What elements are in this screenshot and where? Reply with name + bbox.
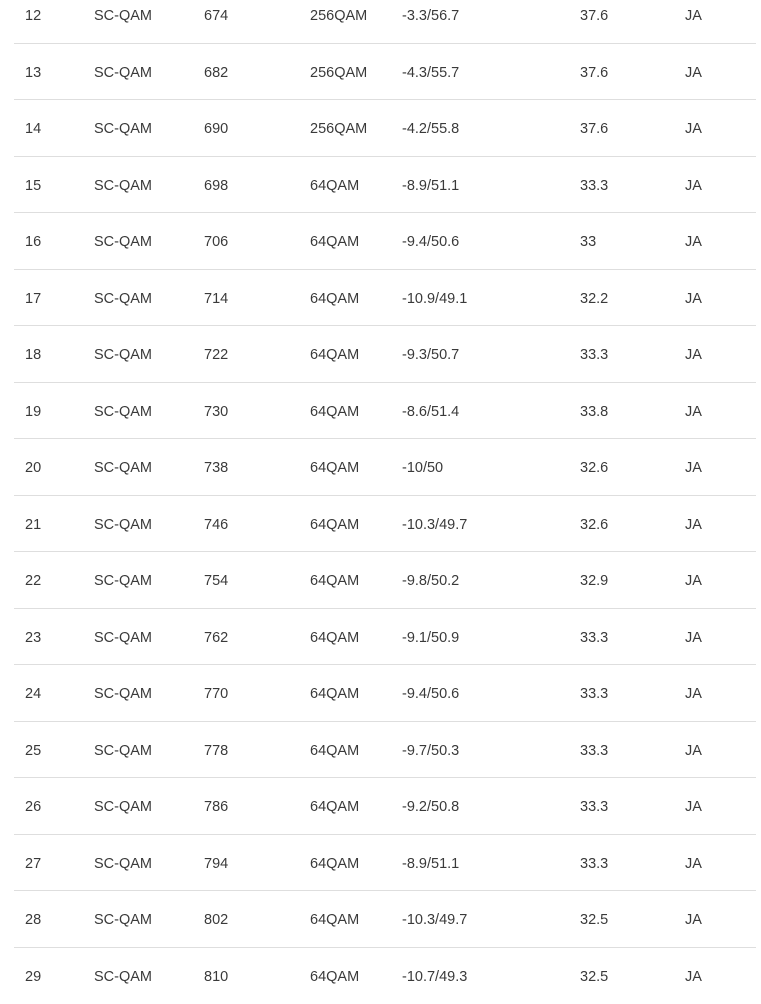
frequency-cell: 706 bbox=[204, 233, 228, 251]
lock-status-cell: JA bbox=[685, 516, 702, 534]
channel-type-cell: SC-QAM bbox=[94, 403, 152, 421]
table-row bbox=[14, 835, 756, 892]
snr-cell: 32.2 bbox=[580, 290, 608, 308]
modulation-cell: 64QAM bbox=[310, 177, 359, 195]
table-row bbox=[14, 157, 756, 214]
table-row bbox=[14, 100, 756, 157]
power-level-cell: -9.7/50.3 bbox=[402, 742, 459, 760]
channel-id-cell: 13 bbox=[25, 64, 41, 82]
power-level-cell: -9.4/50.6 bbox=[402, 233, 459, 251]
frequency-cell: 698 bbox=[204, 177, 228, 195]
frequency-cell: 762 bbox=[204, 629, 228, 647]
power-level-cell: -10.3/49.7 bbox=[402, 516, 467, 534]
snr-cell: 33 bbox=[580, 233, 596, 251]
snr-cell: 33.3 bbox=[580, 742, 608, 760]
channel-type-cell: SC-QAM bbox=[94, 120, 152, 138]
table-row bbox=[14, 891, 756, 948]
channel-type-cell: SC-QAM bbox=[94, 742, 152, 760]
table-row bbox=[14, 270, 756, 327]
power-level-cell: -10/50 bbox=[402, 459, 443, 477]
channel-id-cell: 28 bbox=[25, 911, 41, 929]
lock-status-cell: JA bbox=[685, 629, 702, 647]
channel-id-cell: 24 bbox=[25, 685, 41, 703]
frequency-cell: 770 bbox=[204, 685, 228, 703]
frequency-cell: 786 bbox=[204, 798, 228, 816]
channel-id-cell: 18 bbox=[25, 346, 41, 364]
channel-id-cell: 25 bbox=[25, 742, 41, 760]
lock-status-cell: JA bbox=[685, 459, 702, 477]
frequency-cell: 794 bbox=[204, 855, 228, 873]
modulation-cell: 64QAM bbox=[310, 233, 359, 251]
power-level-cell: -10.9/49.1 bbox=[402, 290, 467, 308]
power-level-cell: -9.3/50.7 bbox=[402, 346, 459, 364]
lock-status-cell: JA bbox=[685, 855, 702, 873]
channel-type-cell: SC-QAM bbox=[94, 798, 152, 816]
snr-cell: 33.8 bbox=[580, 403, 608, 421]
snr-cell: 32.6 bbox=[580, 516, 608, 534]
frequency-cell: 810 bbox=[204, 968, 228, 986]
modulation-cell: 64QAM bbox=[310, 403, 359, 421]
modulation-cell: 64QAM bbox=[310, 516, 359, 534]
lock-status-cell: JA bbox=[685, 911, 702, 929]
lock-status-cell: JA bbox=[685, 233, 702, 251]
table-row bbox=[14, 44, 756, 101]
channel-type-cell: SC-QAM bbox=[94, 629, 152, 647]
modulation-cell: 256QAM bbox=[310, 120, 367, 138]
frequency-cell: 674 bbox=[204, 7, 228, 25]
modulation-cell: 64QAM bbox=[310, 459, 359, 477]
modulation-cell: 64QAM bbox=[310, 742, 359, 760]
power-level-cell: -10.7/49.3 bbox=[402, 968, 467, 986]
lock-status-cell: JA bbox=[685, 742, 702, 760]
lock-status-cell: JA bbox=[685, 685, 702, 703]
snr-cell: 37.6 bbox=[580, 120, 608, 138]
power-level-cell: -3.3/56.7 bbox=[402, 7, 459, 25]
frequency-cell: 730 bbox=[204, 403, 228, 421]
snr-cell: 33.3 bbox=[580, 177, 608, 195]
channel-type-cell: SC-QAM bbox=[94, 290, 152, 308]
table-row bbox=[14, 948, 756, 1004]
frequency-cell: 722 bbox=[204, 346, 228, 364]
channel-id-cell: 22 bbox=[25, 572, 41, 590]
snr-cell: 33.3 bbox=[580, 685, 608, 703]
channel-id-cell: 21 bbox=[25, 516, 41, 534]
channel-type-cell: SC-QAM bbox=[94, 7, 152, 25]
table-row bbox=[14, 665, 756, 722]
snr-cell: 33.3 bbox=[580, 855, 608, 873]
power-level-cell: -8.9/51.1 bbox=[402, 855, 459, 873]
modulation-cell: 64QAM bbox=[310, 346, 359, 364]
power-level-cell: -9.4/50.6 bbox=[402, 685, 459, 703]
snr-cell: 33.3 bbox=[580, 629, 608, 647]
channel-type-cell: SC-QAM bbox=[94, 459, 152, 477]
modulation-cell: 64QAM bbox=[310, 968, 359, 986]
frequency-cell: 738 bbox=[204, 459, 228, 477]
lock-status-cell: JA bbox=[685, 64, 702, 82]
lock-status-cell: JA bbox=[685, 572, 702, 590]
frequency-cell: 690 bbox=[204, 120, 228, 138]
channel-id-cell: 15 bbox=[25, 177, 41, 195]
modulation-cell: 64QAM bbox=[310, 685, 359, 703]
channel-id-cell: 29 bbox=[25, 968, 41, 986]
snr-cell: 32.5 bbox=[580, 968, 608, 986]
table-row bbox=[14, 609, 756, 666]
channel-type-cell: SC-QAM bbox=[94, 177, 152, 195]
channel-type-cell: SC-QAM bbox=[94, 911, 152, 929]
lock-status-cell: JA bbox=[685, 798, 702, 816]
snr-cell: 32.6 bbox=[580, 459, 608, 477]
modulation-cell: 256QAM bbox=[310, 64, 367, 82]
table-row bbox=[14, 0, 756, 44]
frequency-cell: 754 bbox=[204, 572, 228, 590]
frequency-cell: 682 bbox=[204, 64, 228, 82]
channel-id-cell: 14 bbox=[25, 120, 41, 138]
channel-type-cell: SC-QAM bbox=[94, 64, 152, 82]
power-level-cell: -9.8/50.2 bbox=[402, 572, 459, 590]
channel-type-cell: SC-QAM bbox=[94, 968, 152, 986]
channel-id-cell: 20 bbox=[25, 459, 41, 477]
modulation-cell: 64QAM bbox=[310, 911, 359, 929]
channel-id-cell: 12 bbox=[25, 7, 41, 25]
power-level-cell: -9.1/50.9 bbox=[402, 629, 459, 647]
channel-type-cell: SC-QAM bbox=[94, 855, 152, 873]
modulation-cell: 64QAM bbox=[310, 572, 359, 590]
modulation-cell: 256QAM bbox=[310, 7, 367, 25]
frequency-cell: 802 bbox=[204, 911, 228, 929]
table-row bbox=[14, 778, 756, 835]
lock-status-cell: JA bbox=[685, 968, 702, 986]
table-row bbox=[14, 722, 756, 779]
lock-status-cell: JA bbox=[685, 403, 702, 421]
channel-id-cell: 27 bbox=[25, 855, 41, 873]
channel-id-cell: 16 bbox=[25, 233, 41, 251]
lock-status-cell: JA bbox=[685, 7, 702, 25]
snr-cell: 33.3 bbox=[580, 346, 608, 364]
snr-cell: 32.5 bbox=[580, 911, 608, 929]
channel-id-cell: 17 bbox=[25, 290, 41, 308]
power-level-cell: -4.2/55.8 bbox=[402, 120, 459, 138]
power-level-cell: -9.2/50.8 bbox=[402, 798, 459, 816]
table-row bbox=[14, 383, 756, 440]
table-row bbox=[14, 326, 756, 383]
snr-cell: 37.6 bbox=[580, 7, 608, 25]
modulation-cell: 64QAM bbox=[310, 855, 359, 873]
frequency-cell: 778 bbox=[204, 742, 228, 760]
channel-type-cell: SC-QAM bbox=[94, 346, 152, 364]
power-level-cell: -8.6/51.4 bbox=[402, 403, 459, 421]
modulation-cell: 64QAM bbox=[310, 290, 359, 308]
snr-cell: 32.9 bbox=[580, 572, 608, 590]
table-row bbox=[14, 552, 756, 609]
table-row bbox=[14, 496, 756, 553]
lock-status-cell: JA bbox=[685, 177, 702, 195]
power-level-cell: -10.3/49.7 bbox=[402, 911, 467, 929]
table-row bbox=[14, 439, 756, 496]
channel-table bbox=[14, 0, 756, 1004]
channel-id-cell: 23 bbox=[25, 629, 41, 647]
channel-id-cell: 26 bbox=[25, 798, 41, 816]
channel-type-cell: SC-QAM bbox=[94, 233, 152, 251]
power-level-cell: -8.9/51.1 bbox=[402, 177, 459, 195]
modulation-cell: 64QAM bbox=[310, 629, 359, 647]
table-row bbox=[14, 213, 756, 270]
power-level-cell: -4.3/55.7 bbox=[402, 64, 459, 82]
lock-status-cell: JA bbox=[685, 290, 702, 308]
channel-type-cell: SC-QAM bbox=[94, 572, 152, 590]
modulation-cell: 64QAM bbox=[310, 798, 359, 816]
lock-status-cell: JA bbox=[685, 120, 702, 138]
channel-id-cell: 19 bbox=[25, 403, 41, 421]
frequency-cell: 714 bbox=[204, 290, 228, 308]
frequency-cell: 746 bbox=[204, 516, 228, 534]
lock-status-cell: JA bbox=[685, 346, 702, 364]
channel-type-cell: SC-QAM bbox=[94, 685, 152, 703]
snr-cell: 33.3 bbox=[580, 798, 608, 816]
channel-type-cell: SC-QAM bbox=[94, 516, 152, 534]
snr-cell: 37.6 bbox=[580, 64, 608, 82]
